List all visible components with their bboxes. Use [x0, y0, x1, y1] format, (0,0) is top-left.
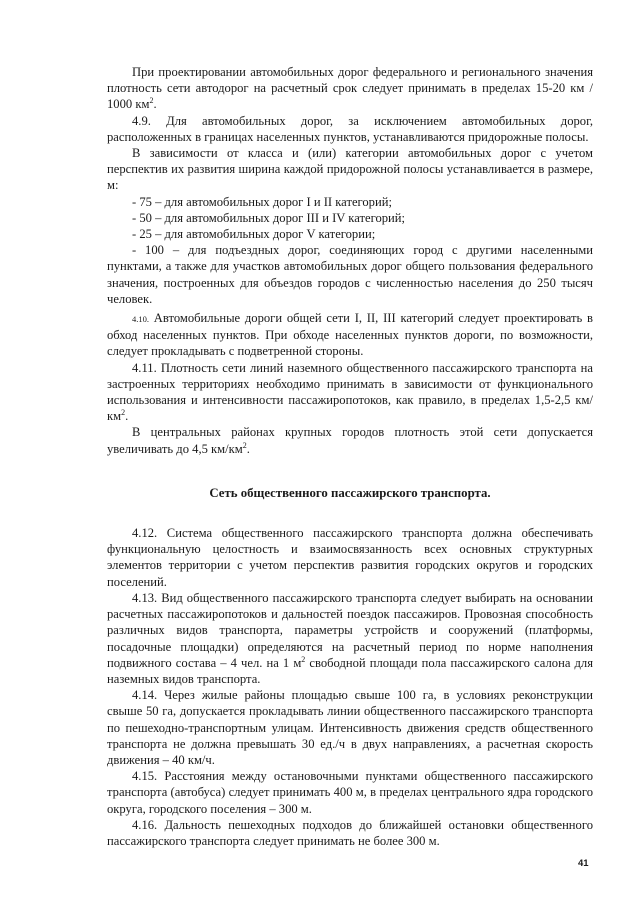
paragraph-4-13: 4.13. Вид общественного пассажирского транспорта следует выбирать на основании расчетных пассажиропотоков и дальностей поездок пассажиров. Провозная способность различных видов транспорта, параметры устройств и сооружений (платформы, посадочные площадки) определяются на расчетный период по норме наполнения подвижного состава – 4 чел. на 1 $м^2$ свободной площади пола пассажирского салона для наземных видов транспорта. [107, 590, 593, 686]
list-item: - 100 – для подъездных дорог, соединяющих город с другими населенными пунктами, а также для участков автомобильных дорог общего пользования федерального значения, построенных для объездов городов с численностью населения до 250 тысяч человек. [107, 243, 593, 306]
paragraph-4-12: 4.12. Система общественного пассажирского транспорта должна обеспечивать функциональную целостность и взаимосвязанность всех основных структурных элементов территории с учетом перспектив развития городских округов и городских поселений. [107, 526, 593, 589]
paragraph-4-9: 4.9. Для автомобильных дорог, за исключением автомобильных дорог, расположенных в границах населенных пунктов, устанавливаются придорожные полосы. [107, 113, 593, 144]
section-heading: Сеть общественного пассажирского транспорта. [209, 485, 491, 500]
paragraph-density-federal-roads: При проектировании автомобильных дорог федерального и регионального значения плотность сети автодорог на расчетный срок следует принимать в пределах 15-20 км / 1000 $км^2$. [107, 65, 593, 112]
paragraph-4-10: 4.10. Автомобильные дороги общей сети I, II, III категорий следует проектировать в обход населенных пунктов. При обходе населенных пунктов дороги, по возможности, следует прокладывать с подветренной стороны. [107, 311, 593, 359]
paragraph-4-14: 4.14. Через жилые районы площадью свыше 100 га, в условиях реконструкции свыше 50 га, допускается прокладывать линии общественного пассажирского транспорта по пешеходно-транспортным улицам. Интенсивность движения средств общественного транспорта не должна превышать 30 ед./ч в двух направлениях, а расчетная скорость движения – 40 км/ч. [107, 688, 593, 767]
list-item: - 25 – для автомобильных дорог V категории; [132, 227, 376, 242]
paragraph-central-districts: В центральных районах крупных городов плотность этой сети допускается увеличивать до 4,5 $км/км^2$. [107, 425, 593, 456]
page-number: 41 [578, 858, 589, 869]
list-item: - 75 – для автомобильных дорог I и II категорий; [132, 194, 392, 209]
list-item: - 50 – для автомобильных дорог III и IV категорий; [132, 210, 406, 225]
paragraph-roadside-width: В зависимости от класса и (или) категории автомобильных дорог с учетом перспектив их развития ширина каждой придорожной полосы устанавливается в размере, м: [107, 146, 593, 193]
paragraph-4-15: 4.15. Расстояния между остановочными пунктами общественного пассажирского транспорта (автобуса) следует принимать 400 м, в пределах центрального ядра городского округа, городского поселения – 300 м. [107, 769, 593, 816]
paragraph-4-16: 4.16. Дальность пешеходных подходов до ближайшей остановки общественного пассажирского транспорта следует принимать не более 300 м. [107, 817, 593, 848]
paragraph-4-11: 4.11. Плотность сети линий наземного общественного пассажирского транспорта на застроенных территориях необходимо принимать в зависимости от функционального использования и интенсивности пассажиропотоков, как правило, в пределах 1,5-2,5 $км/км^2$. [107, 360, 593, 424]
document-page [107, 64, 593, 849]
